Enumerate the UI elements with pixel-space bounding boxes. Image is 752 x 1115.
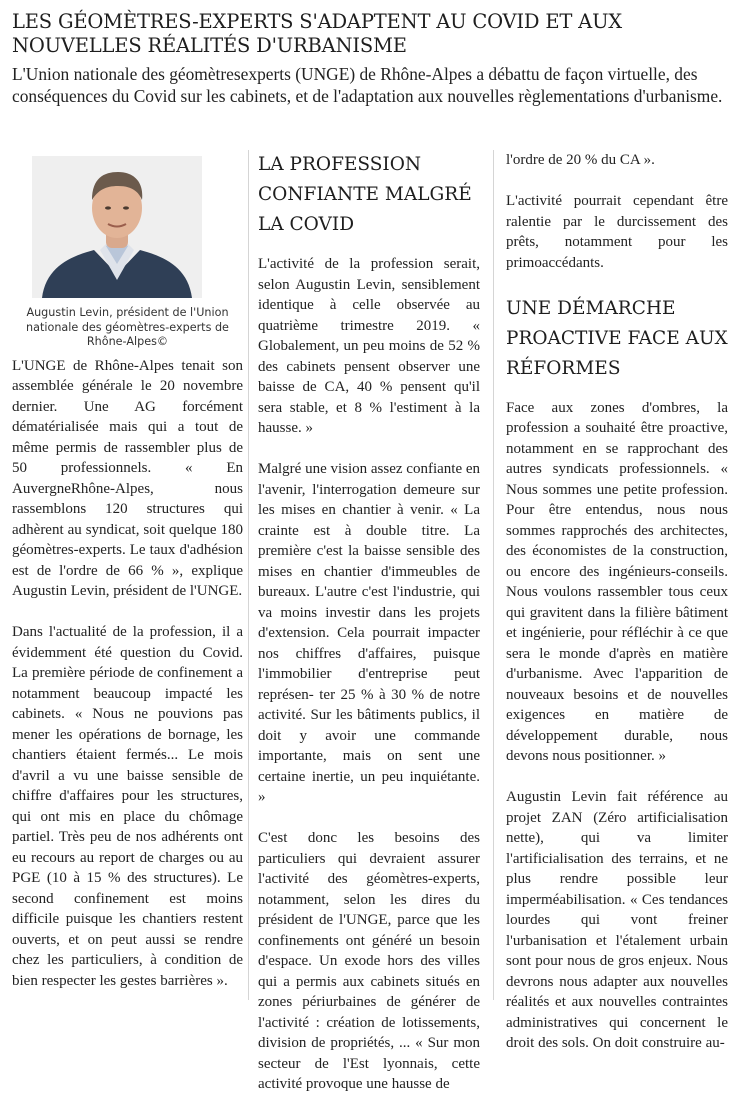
photo-caption: Augustin Levin, président de l'Union nationale des géomètres-experts de Rhône-Alpes© (26, 306, 229, 348)
article-title: LES GÉOMÈTRES-EXPERTS S'ADAPTENT AU COVID ET AUX NOUVELLES RÉALITÉS D'URBANISME (12, 10, 622, 57)
column-3 (506, 150, 728, 1074)
column-2-paragraph-3: C'est donc les besoins des particuliers qui devraient assurer l'activité des géomètres-experts, notamment, selon les dires du président de l'UNGE, parce que les confinements ont généré un besoin d'espace. Un exode hors des villes qui a permis aux cabinets situés en zones périurbaines de générer de l'activité : création de lotissements, division de propriétés, ... « Sur mon secteur de l'Est lyonnais, cette activité provoque une hausse de (258, 830, 480, 1092)
column-1-paragraph-1: L'UNGE de Rhône-Alpes tenait son assemblée générale le 20 novembre dernier. Une AG forcément dématérialisée mais qui a tout de même permis de rassembler plus de 50 professionnels. « En AuvergneRhône-Alpes, nous rassemblons 120 structures qui adhèrent au syndicat, soit quelque 180 géomètres-experts. Le taux d'adhésion est de l'ordre de 66 % », explique Augustin Levin, président de l'UNGE. (12, 357, 243, 599)
column-2-paragraph-1: L'activité de la profession serait, selon Augustin Levin, sensiblement identique à celle observée au quatrième trimestre 2019. « Globalement, un peu moins de 52 % des cabinets pensent observer une baisse de CA, 40 % pensent qu'il sera stable, et 8 % l'estiment à la hausse. » (258, 256, 480, 436)
column-3-paragraph-0: l'ordre de 20 % du CA ». (506, 152, 655, 168)
column-3-paragraph-2: Face aux zones d'ombres, la profession a souhaité être proactive, notamment en se rapprochant des autres syndicats professionnels. « Nous sommes une petite profession. Pour être entendus, nous nous sommes rapprochés des architectes, des économistes de la construction, ou encore des ingénieurs-conseils. Nous voulons rassembler tous ceux qui gravitent dans la filière bâtiment et ingénierie, pour réfléchir à ce que sera le monde d'après en matière d'urbanisme. Avec l'apparition de nouveaux besoins et de nouvelles exigences en matière de développement durable, nous devons nous positionner. » (506, 399, 728, 764)
column-3-paragraph-3: Augustin Levin fait référence au projet ZAN (Zéro artificialisation nette), qui va limiter l'artificialisation des terrains, et ne plus rendre possible leur imperméabilisation. « Ces tendances lourdes qui vont freiner l'urbanisation et l'étalement urbain sont pour nous de gros enjeux. Nous devrons nous adapter aux nouvelles réalités et aux nouvelles contraintes administratives qui concernent le droit des sols. On doit construire au- (506, 789, 728, 1051)
column-2 (258, 150, 480, 1115)
column-rule-right (493, 150, 494, 1000)
section-heading-reformes: UNE DÉMARCHE PROACTIVE FACE AUX RÉFORMES (506, 297, 728, 379)
portrait-illustration (32, 156, 202, 298)
column-2-paragraph-2: Malgré une vision assez confiante en l'avenir, l'interrogation demeure sur les mises en chantier à venir. « La crainte est à double titre. La première c'est la baisse sensible des mises en chantier d'immeubles de bureaux. L'autre c'est l'industrie, qui va moins investir dans les projets d'extension. Cela pourrait impacter nos chiffres d'affaires, puisque l'immobilier d'entreprise peut représen- ter 25 % à 30 % de notre activité. Sur les bâtiments publics, il doit y avoir une commande importante, mais on sent une certaine inertie, un peu inquiétante. » (258, 461, 481, 805)
column-1-paragraph-2: Dans l'actualité de la profession, il a évidemment été question du Covid. La première période de confinement a notamment beaucoup impacté les cabinets. « Nous ne pouvions pas mener les opérations de bornage, les chantiers étaient fermés... Le mois d'avril a vu une baisse sensible de chiffre d'affaires pour les structures, qui ont mis en place du chômage partiel. Très peu de nos adhérents ont eu recours au report de charges ou au PGE (10 à 15 % des structures). Le second confinement est moins difficile puisque les chantiers restent ouverts, et on peut aussi se rendre chez les particuliers, à condition de bien respecter les gestes barrières ». (12, 624, 243, 989)
column-3-paragraph-1: L'activité pourrait cependant être ralentie par le durcissement des prêts, notamment pour les primoaccédants. (506, 193, 728, 271)
portrait-photo (32, 156, 202, 298)
section-heading-profession: LA PROFESSION CONFIANTE MALGRÉ LA COVID (258, 154, 472, 235)
article-lead: L'Union nationale des géomètresexperts (UNGE) de Rhône-Alpes a débattu de façon virtuelle, des conséquences du Covid sur les cabinets, et de l'adaptation aux nouvelles règlementations d'urbanisme. (12, 64, 723, 106)
column-1 (12, 156, 243, 1012)
column-rule-left (248, 150, 249, 1000)
